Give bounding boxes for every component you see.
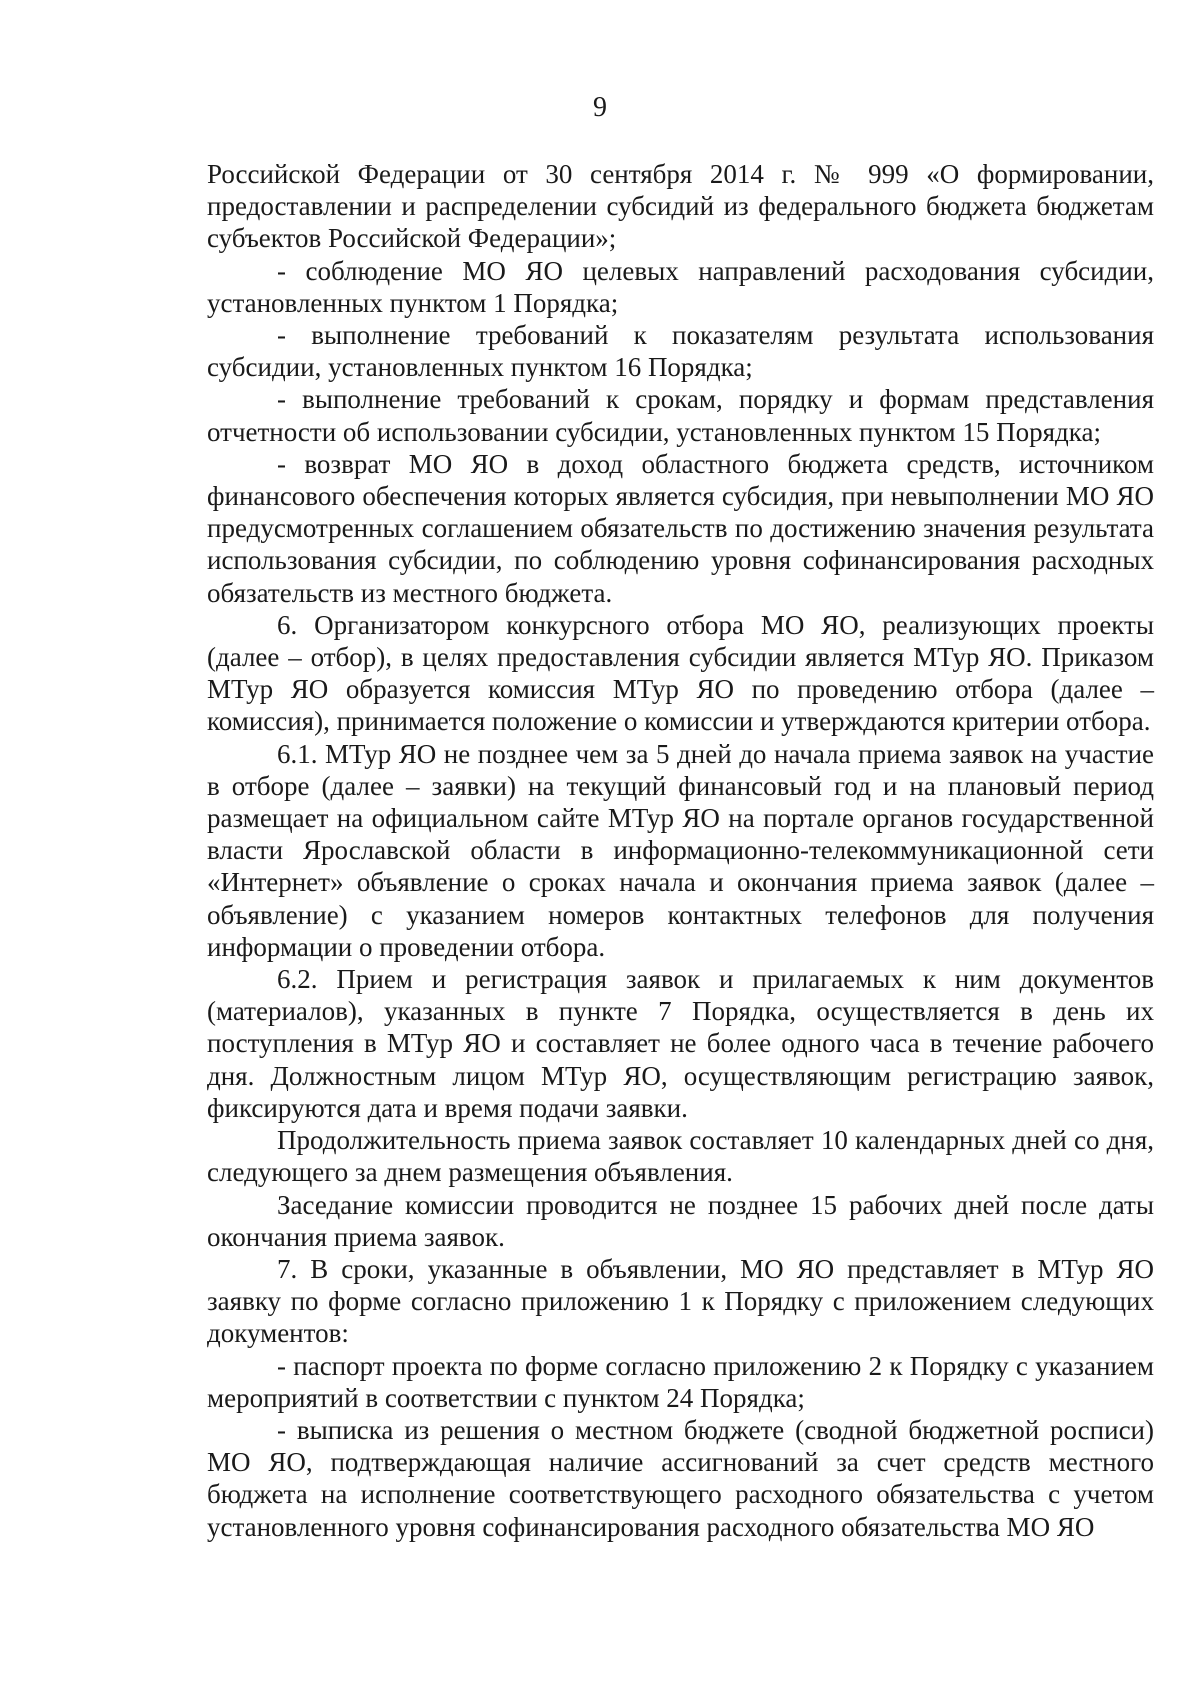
paragraph-continuation: Российской Федерации от 30 сентября 2014 г. № 999 «О формировании, предоставлении и распределении субсидий из федерального бюджета бюджетам субъектов Российской Федерации»; <box>207 159 1154 254</box>
document-body <box>207 158 1154 1543</box>
list-item-budget-extract: - выписка из решения о местном бюджете (сводной бюджетной росписи) МО ЯО, подтверждающая наличие ассигнований за счет средств местного бюджета на исполнение соответствующего расходного обязательства с учетом установленного уровня софинансирования расходного обязательства МО ЯО <box>207 1414 1154 1542</box>
list-item-project-passport: - паспорт проекта по форме согласно приложению 2 к Порядку с указанием мероприятий в соответствии с пунктом 24 Порядка; <box>207 1350 1154 1413</box>
paragraph-6-1: 6.1. МТур ЯО не позднее чем за 5 дней до начала приема заявок на участие в отборе (далее – заявки) на текущий финансовый год и на плановый период размещает на официальном сайте МТур ЯО на портале органов государственной власти Ярославской области в информационно-телекоммуникационной сети «Интернет» объявление о сроках начала и окончания приема заявок (далее – объявление) с указанием номеров контактных телефонов для получения информации о проведении отбора. <box>207 738 1154 962</box>
paragraph-7: 7. В сроки, указанные в объявлении, МО ЯО представляет в МТур ЯО заявку по форме согласно приложению 1 к Порядку с приложением следующих документов: <box>207 1253 1154 1349</box>
page-number: 9 <box>593 92 607 123</box>
list-item-result-indicators: - выполнение требований к показателям результата использования субсидии, установленных пунктом 16 Порядка; <box>207 320 1154 383</box>
paragraph-6: 6. Организатором конкурсного отбора МО ЯО, реализующих проекты (далее – отбор), в целях предоставления субсидии является МТур ЯО. Приказом МТур ЯО образуется комиссия МТур ЯО по проведению отбора (далее – комиссия), принимается положение о комиссии и утверждаются критерии отбора. <box>207 609 1154 737</box>
paragraph-6-2: 6.2. Прием и регистрация заявок и прилагаемых к ним документов (материалов), указанных в пункте 7 Порядка, осуществляется в день их поступления в МТур ЯО и составляет не более одного часа в течение рабочего дня. Должностным лицом МТур ЯО, осуществляющим регистрацию заявок, фиксируются дата и время подачи заявки. <box>207 964 1154 1123</box>
paragraph-meeting: Заседание комиссии проводится не позднее 15 рабочих дней после даты окончания приема заявок. <box>207 1189 1154 1252</box>
list-item-target-directions: - соблюдение МО ЯО целевых направлений расходования субсидии, установленных пунктом 1 Порядка; <box>207 255 1154 318</box>
list-item-reporting-requirements: - выполнение требований к срокам, порядку и формам представления отчетности об использовании субсидии, установленных пунктом 15 Порядка; <box>207 384 1154 447</box>
list-item-refund: - возврат МО ЯО в доход областного бюджета средств, источником финансового обеспечения которых является субсидия, при невыполнении МО ЯО предусмотренных соглашением обязательств по достижению значения результата использования субсидии, по соблюдению уровня софинансирования расходных обязательств из местного бюджета. <box>207 448 1154 608</box>
paragraph-duration: Продолжительность приема заявок составляет 10 календарных дней со дня, следующего за днем размещения объявления. <box>207 1125 1154 1188</box>
